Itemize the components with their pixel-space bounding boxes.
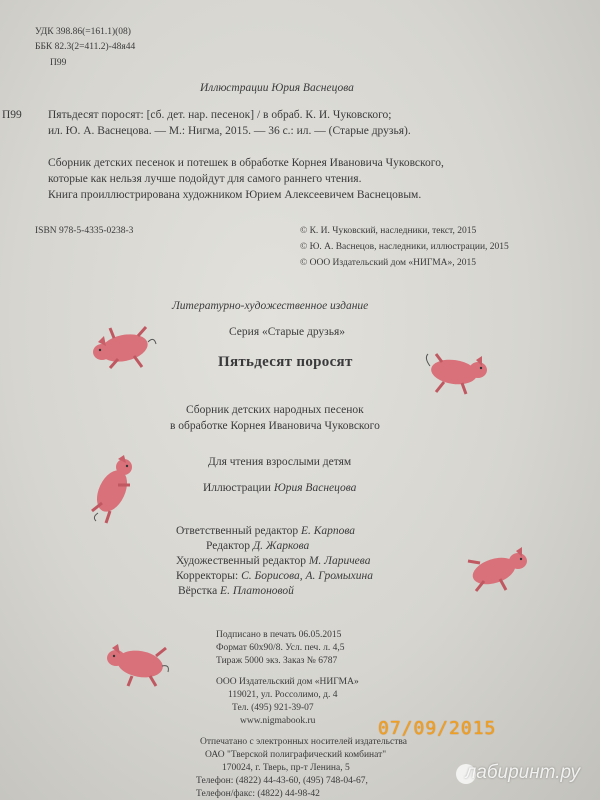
credits-list: [176, 525, 373, 600]
subtitle-2: в обработке Корнея Ивановича Чуковского: [170, 420, 380, 432]
pig-illustration-icon: [104, 640, 174, 688]
udk-code: УДК 398.86(=161.1)(08): [35, 27, 131, 37]
credit-row: Редактор Д. Жаркова: [206, 540, 310, 552]
credit-row: Вёрстка Е. Платоновой: [178, 585, 294, 597]
illustrator-name: Юрия Васнецова: [273, 482, 357, 494]
publisher-name: ООО Издательский дом «НИГМА»: [216, 677, 359, 687]
printer-line-4: Телефон: (4822) 44-43-60, (495) 748-04-67,: [196, 776, 368, 786]
illustrations-label: Иллюстрации: [203, 482, 271, 494]
copyright-2: © Ю. А. Васнецов, наследники, иллюстрации, 2015: [300, 242, 509, 252]
catalog-letter: П99: [2, 109, 22, 121]
printer-line-5: Телефон/факс: (4822) 44-98-42: [196, 789, 320, 799]
publisher-phone: Тел. (495) 921-39-07: [232, 703, 314, 713]
print-format: Формат 60х90/8. Усл. печ. л. 4,5: [216, 643, 345, 653]
print-signed: Подписано в печать 06.05.2015: [216, 630, 342, 640]
illustrations-credit: [203, 482, 356, 494]
subtitle-1: Сборник детских народных песенок: [186, 404, 364, 416]
series-name: Серия «Старые друзья»: [229, 326, 346, 338]
publisher-address: 119021, ул. Россолимо, д. 4: [228, 690, 338, 700]
print-run: Тираж 5000 экз. Заказ № 6787: [216, 656, 338, 666]
pig-illustration-icon: [462, 545, 532, 593]
publisher-site: www.nigmabook.ru: [240, 716, 316, 726]
isbn: ISBN 978-5-4335-0238-3: [35, 226, 134, 236]
pig-illustration-icon: [88, 322, 160, 370]
credit-row: Художественный редактор М. Ларичева: [176, 555, 371, 567]
pig-illustration-icon: [420, 348, 492, 396]
printer-line-2: ОАО "Тверской полиграфический комбинат": [205, 750, 387, 760]
watermark: лабиринт.ру: [465, 762, 580, 783]
author-mark: П99: [50, 58, 67, 68]
pig-illustration-icon: [84, 455, 140, 525]
credit-row: Ответственный редактор Е. Карпова: [176, 525, 356, 537]
book-title: Пятьдесят поросят: [218, 354, 353, 370]
copyright-3: © ООО Издательский дом «НИГМА», 2015: [300, 258, 477, 268]
date-stamp: 07/09/2015: [378, 718, 497, 739]
annotation-line-1: Сборник детских песенок и потешек в обработке Корнея Ивановича Чуковского,: [48, 157, 444, 169]
printer-line-3: 170024, г. Тверь, пр-т Ленина, 5: [222, 763, 350, 773]
credit-row: Корректоры: С. Борисова, А. Громыхина: [176, 570, 373, 582]
bbk-code: ББК 82.3(2=411.2)-48я44: [35, 42, 136, 52]
catalog-line-2: ил. Ю. А. Васнецова. — М.: Нигма, 2015. — 36 с.: ил. — (Старые друзья).: [48, 125, 411, 137]
header-illustrations: Иллюстрации Юрия Васнецова: [200, 82, 354, 94]
edition-type: Литературно-художественное издание: [172, 300, 369, 312]
annotation-line-3: Книга проиллюстрирована художником Юрием Алексеевичем Васнецовым.: [48, 189, 422, 201]
catalog-line-1: Пятьдесят поросят: [сб. дет. нар. песенок] / в обраб. К. И. Чуковского;: [48, 109, 392, 121]
copyright-1: © К. И. Чуковский, наследники, текст, 2015: [300, 226, 477, 236]
audience: Для чтения взрослыми детям: [208, 456, 352, 468]
printer-line-1: Отпечатано с электронных носителей издательства: [200, 737, 407, 747]
annotation-line-2: которые как нельзя лучше подойдут для самого раннего чтения.: [48, 173, 362, 185]
